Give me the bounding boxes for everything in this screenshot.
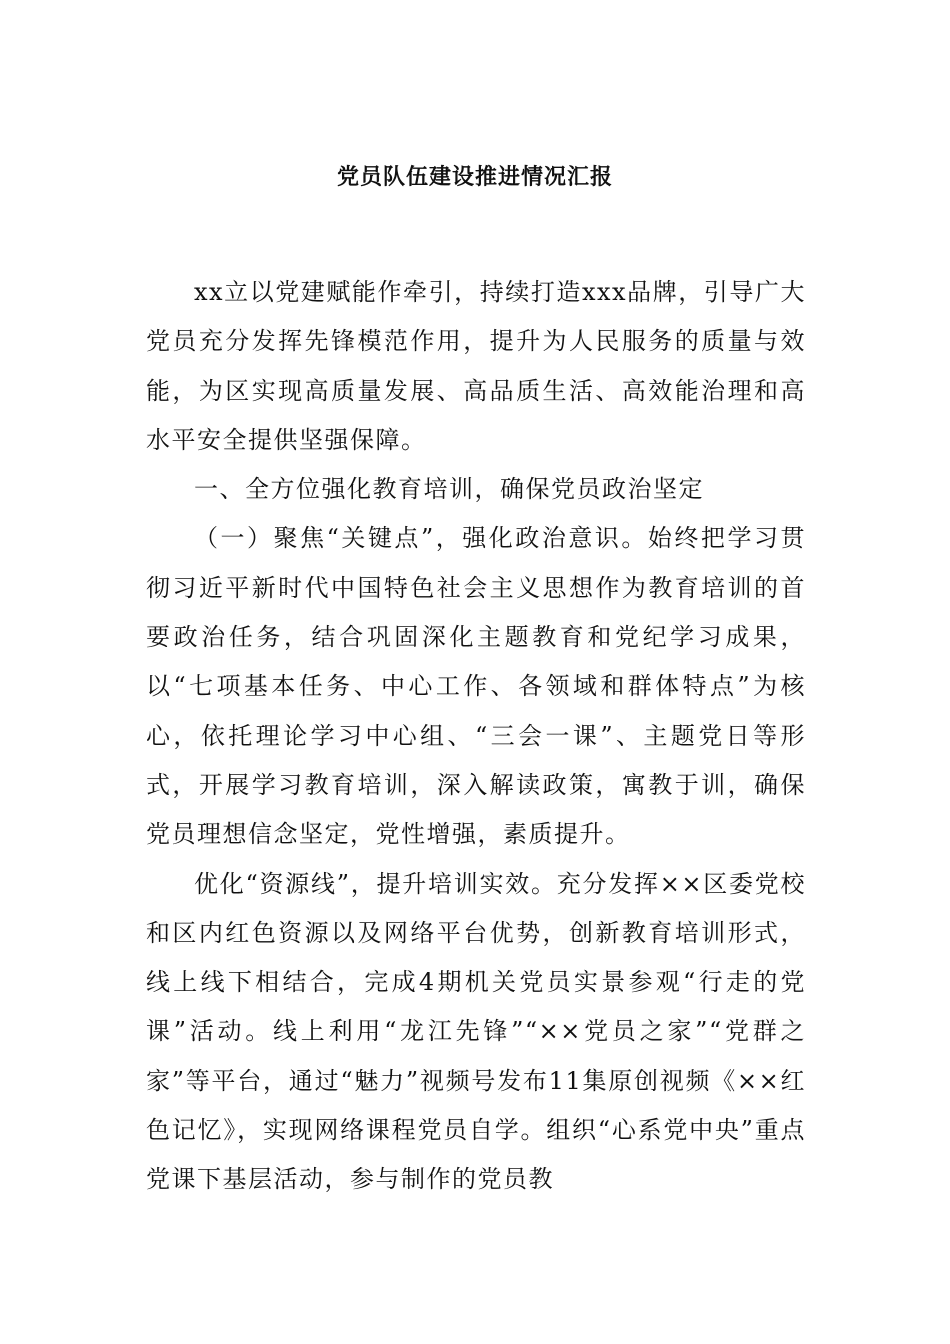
intro-paragraph: xx立以党建赋能作牵引，持续打造xxx品牌，引导广大党员充分发挥先锋模范作用，提升为人民服务的质量与效能，为区实现高质量发展、高品质生活、高效能治理和高水平安全提供坚强保障。 [146, 278, 806, 454]
document-body [146, 268, 806, 1205]
subsection-paragraph: （一）聚焦“关键点”，强化政治意识。始终把学习贯彻习近平新时代中国特色社会主义思想作为教育培训的首要政治任务，结合巩固深化主题教育和党纪学习成果，以“七项基本任务、中心工作、各领域和群体特点”为核心，依托理论学习中心组、“三会一课”、主题党日等形式，开展学习教育培训，深入解读政策，寓教于训，确保党员理想信念坚定，党性增强，素质提升。 [146, 524, 806, 849]
resource-paragraph: 优化“资源线”，提升培训实效。充分发挥××区委党校和区内红色资源以及网络平台优势，创新教育培训形式，线上线下相结合，完成4期机关党员实景参观“行走的党课”活动。线上利用“龙江先锋”“××党员之家”“党群之家”等平台，通过“魅力”视频号发布11集原创视频《××红色记忆》，实现网络课程党员自学。组织“心系党中央”重点党课下基层活动，参与制作的党员教 [146, 869, 806, 1194]
document-title: 党员队伍建设推进情况汇报 [336, 165, 613, 190]
section-heading: 一、全方位强化教育培训，确保党员政治坚定 [194, 475, 704, 504]
